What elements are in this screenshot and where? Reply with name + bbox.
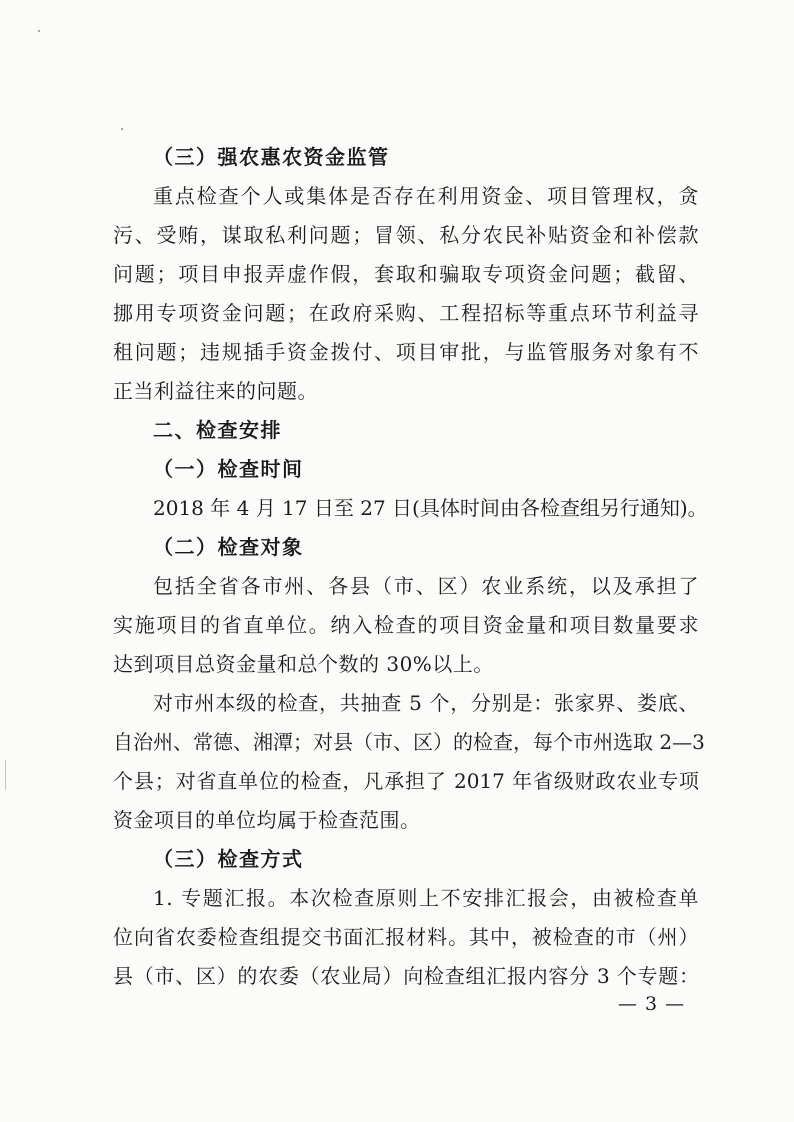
paragraph-line: 位向省农委检查组提交书面汇报材料。其中，被检查的市（州） xyxy=(113,925,699,949)
paragraph-line: 个县；对省直单位的检查，凡承担了 2017 年省级财政农业专项 xyxy=(113,769,699,793)
paragraph-line: 污、受贿，谋取私利问题；冒领、私分农民补贴资金和补偿款 xyxy=(113,223,699,247)
paragraph-line: 正当利益往来的问题。 xyxy=(113,379,318,403)
paragraph-line: 问题；项目申报弄虚作假，套取和骗取专项资金问题；截留、 xyxy=(113,262,699,286)
paragraph-line: 实施项目的省直单位。纳入检查的项目资金量和项目数量要求 xyxy=(113,613,699,637)
paragraph-line: 县（市、区）的农委（农业局）向检查组汇报内容分 3 个专题： xyxy=(113,964,699,988)
paragraph-line: 1. 专题汇报。本次检查原则上不安排汇报会，由被检查单 xyxy=(153,886,699,910)
page-number: — 3 — xyxy=(618,993,686,1015)
paragraph-line: 挪用专项资金问题；在政府采购、工程招标等重点环节利益寻 xyxy=(113,301,699,325)
subheading-inspection-time: （一）检查时间 xyxy=(153,457,304,481)
scan-speck xyxy=(38,30,40,32)
paragraph-line: 达到项目总资金量和总个数的 30%以上。 xyxy=(113,652,494,676)
paragraph-line: 重点检查个人或集体是否存在利用资金、项目管理权，贪 xyxy=(153,184,699,208)
paragraph-line: 包括全省各市州、各县（市、区）农业系统，以及承担了 xyxy=(153,574,699,598)
paragraph-line: 自治州、常德、湘潭；对县（市、区）的检查，每个市州选取 2—3 xyxy=(113,730,705,754)
paragraph-line: 2018 年 4 月 17 日至 27 日(具体时间由各检查组另行通知)。 xyxy=(153,496,708,520)
scan-speck xyxy=(121,128,123,130)
subheading-inspection-targets: （二）检查对象 xyxy=(153,535,304,559)
section-heading-inspection-arrangement: 二、检查安排 xyxy=(153,418,282,442)
paragraph-line: 对市州本级的检查，共抽查 5 个，分别是：张家界、娄底、 xyxy=(153,691,699,715)
section-heading-subsidy-supervision: （三）强农惠农资金监管 xyxy=(153,145,390,169)
scan-edge-mark xyxy=(5,760,6,790)
paragraph-line: 资金项目的单位均属于检查范围。 xyxy=(113,808,421,832)
subheading-inspection-method: （三）检查方式 xyxy=(153,847,304,871)
paragraph-line: 租问题；违规插手资金拨付、项目审批，与监管服务对象有不 xyxy=(113,340,699,364)
